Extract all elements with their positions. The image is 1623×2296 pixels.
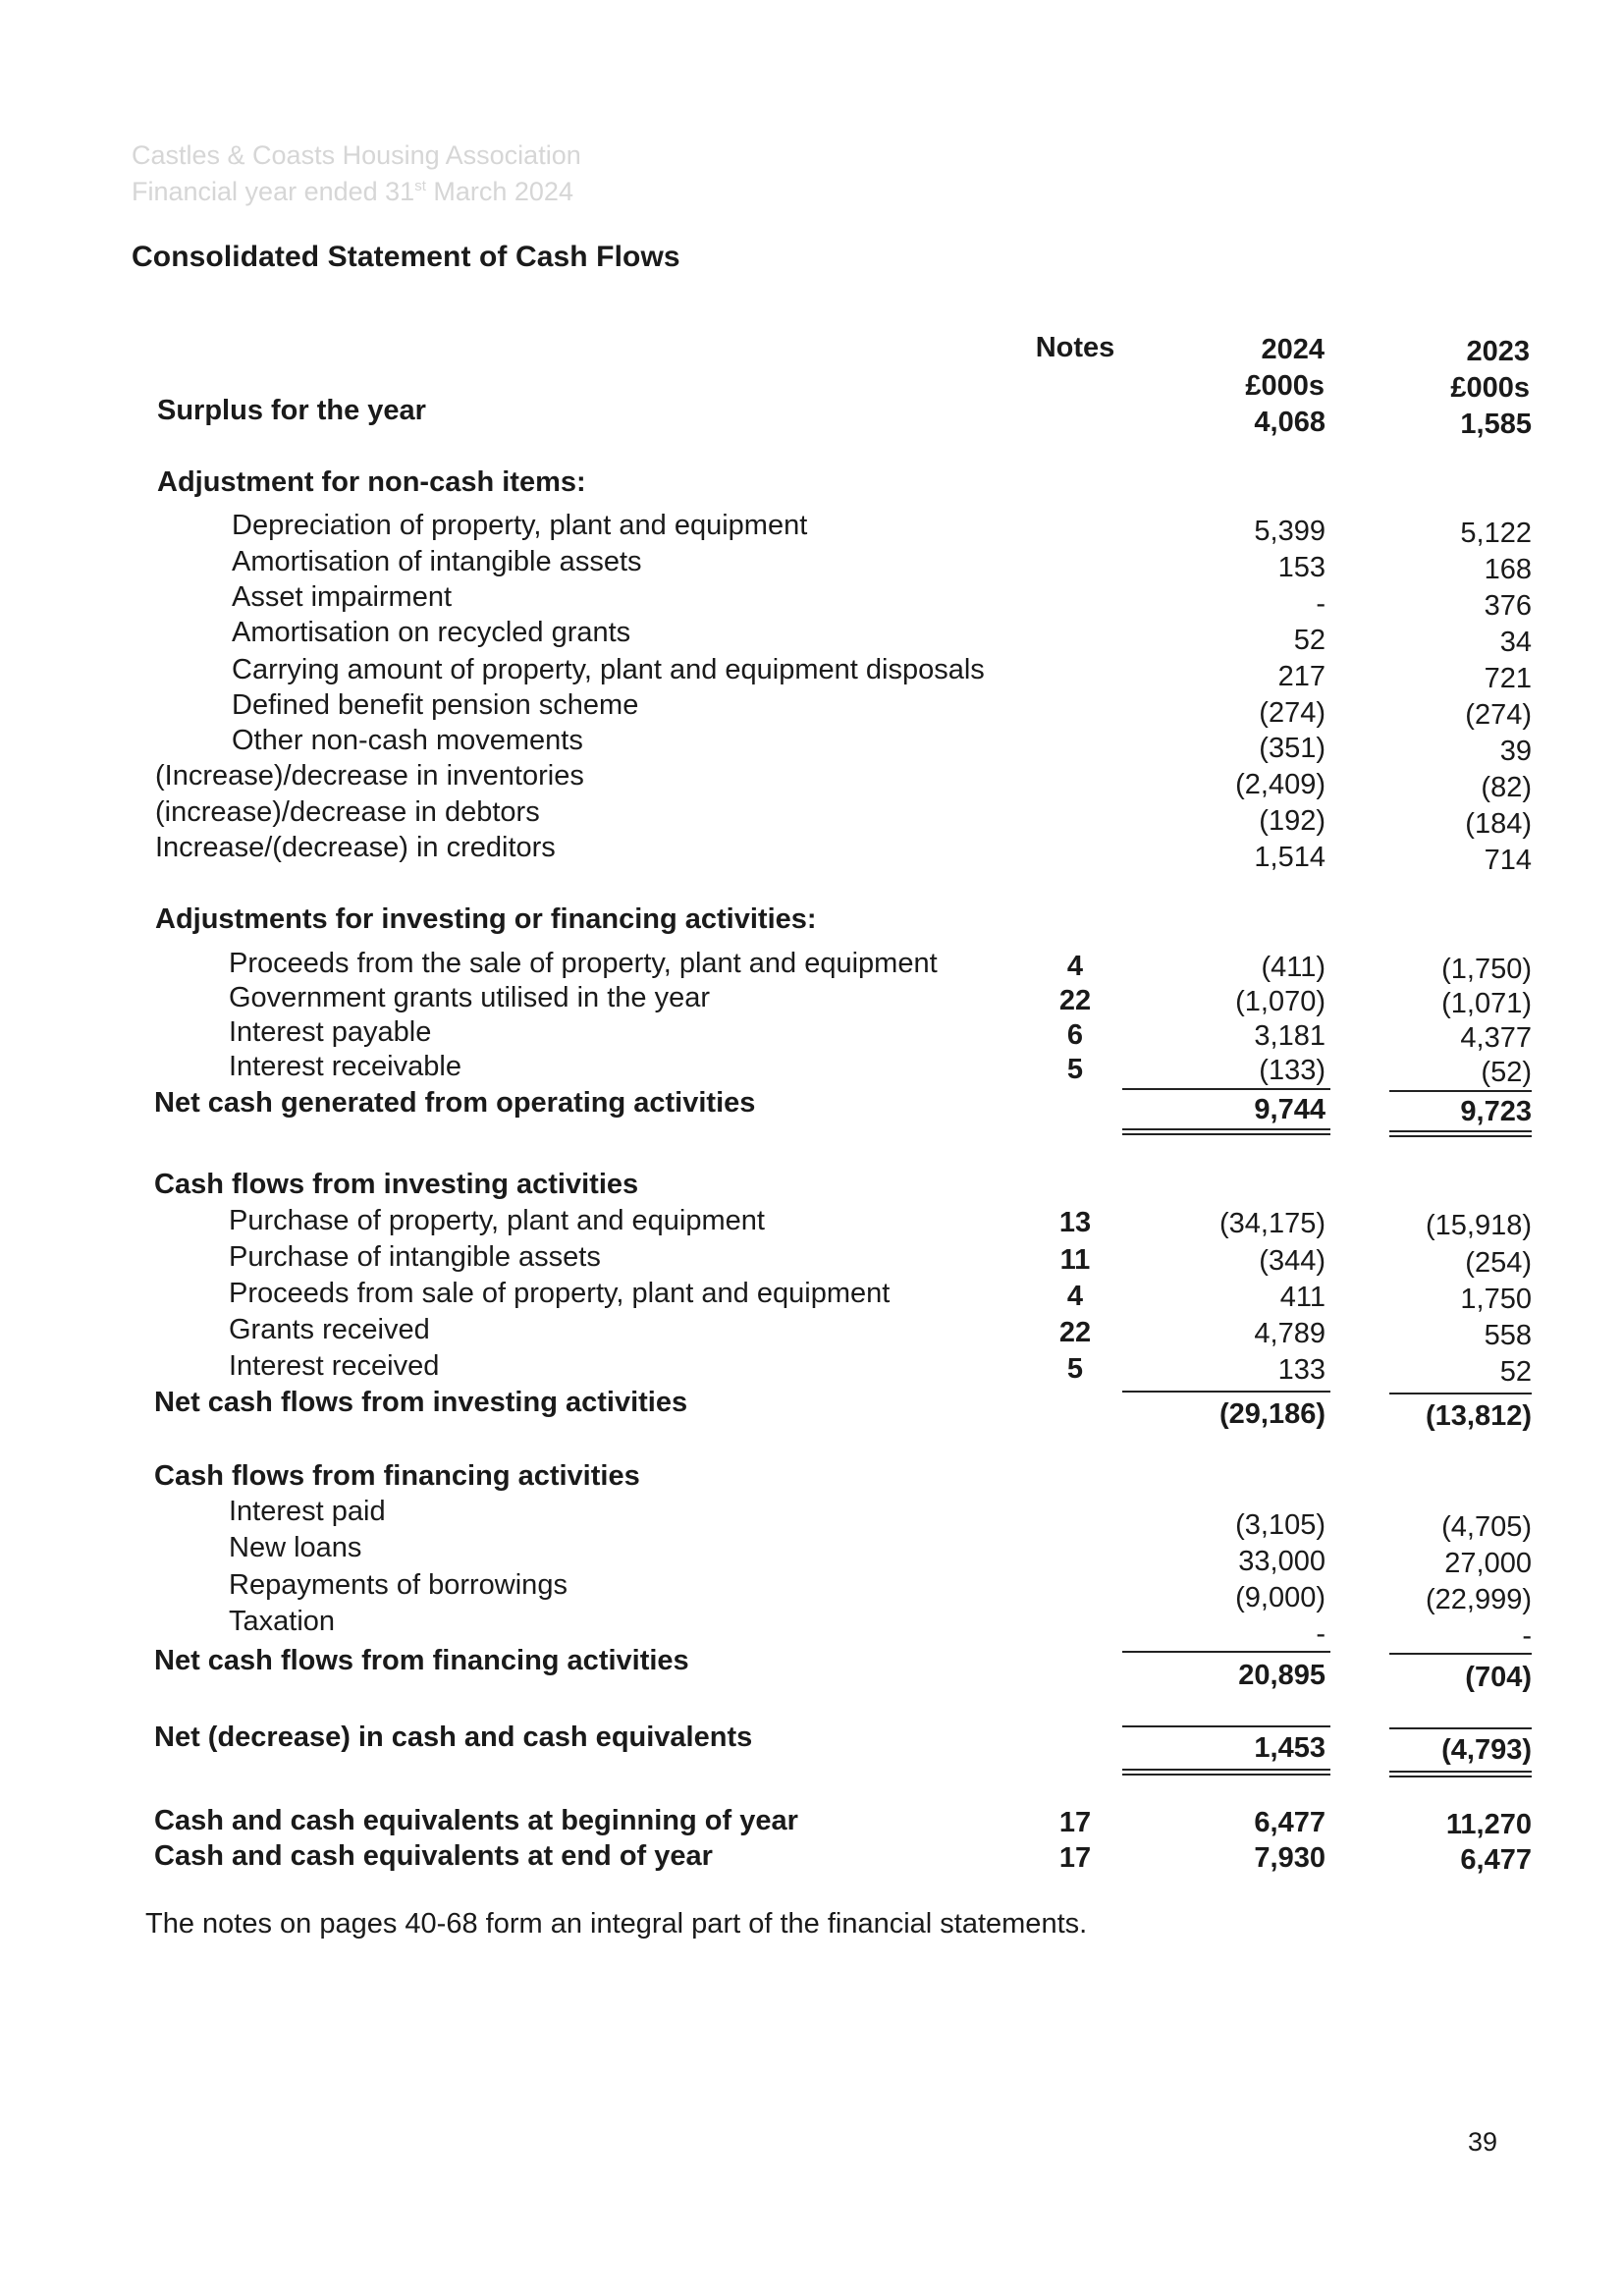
value-2023: 6,477 — [1460, 1844, 1532, 1876]
row-label: Grants received — [229, 1314, 430, 1345]
table-row — [0, 508, 1623, 549]
table-row — [0, 652, 1623, 694]
value-2023: (22,999) — [1425, 1584, 1532, 1615]
value-2023: (1,750) — [1441, 954, 1532, 985]
value-2023: (1,071) — [1441, 988, 1532, 1019]
subtotal-row — [0, 1385, 1623, 1432]
value-2024: (274) — [1259, 697, 1325, 729]
table-row — [0, 723, 1623, 767]
notes-header-label: Notes — [1035, 332, 1115, 363]
row-label: Adjustment for non-cash items: — [157, 466, 586, 498]
value-2024: (2,409) — [1235, 769, 1325, 800]
table-row — [0, 1239, 1623, 1279]
value-2024: 3,181 — [1254, 1020, 1325, 1052]
subtotal-row — [0, 1643, 1623, 1693]
row-label: Interest received — [229, 1350, 440, 1382]
row-label: Amortisation on recycled grants — [232, 617, 631, 648]
footnote: The notes on pages 40-68 form an integral part of the financial statements. — [145, 1908, 1088, 1940]
document-header-watermark — [132, 137, 581, 210]
row-label: Proceeds from the sale of property, plant and equipment — [229, 948, 938, 979]
value-2024: (1,070) — [1235, 986, 1325, 1017]
row-label: Asset impairment — [232, 581, 453, 613]
row-label: Purchase of property, plant and equipment — [229, 1205, 765, 1236]
note-reference: 13 — [1058, 1207, 1092, 1238]
row-label: Purchase of intangible assets — [229, 1241, 601, 1273]
subtotal-row — [0, 1085, 1623, 1127]
table-row — [0, 1604, 1623, 1652]
value-2024: (351) — [1259, 733, 1325, 764]
value-2023: 52 — [1499, 1356, 1532, 1388]
row-label: Defined benefit pension scheme — [232, 689, 639, 721]
table-row — [0, 794, 1623, 840]
section-heading — [0, 465, 1623, 501]
value-2024: 5,399 — [1254, 516, 1325, 547]
row-label: (increase)/decrease in debtors — [155, 796, 540, 828]
financial-period-prefix: Financial year ended 31 — [132, 177, 415, 206]
total-double-rule-2024 — [1122, 1128, 1330, 1135]
value-2024: 33,000 — [1238, 1546, 1325, 1577]
note-reference: 5 — [1066, 1353, 1084, 1385]
section-heading — [0, 1458, 1623, 1495]
table-row — [0, 687, 1623, 731]
value-2023: 1,585 — [1460, 409, 1532, 440]
value-2024: - — [1316, 1618, 1325, 1650]
table-row — [0, 1348, 1623, 1388]
table-row — [0, 544, 1623, 585]
row-label: Cash flows from financing activities — [154, 1460, 640, 1492]
value-2024: 1,453 — [1254, 1732, 1325, 1764]
table-row — [0, 1203, 1623, 1239]
row-label: (Increase)/decrease in inventories — [155, 760, 584, 792]
row-label: Taxation — [229, 1606, 336, 1637]
organisation-name: Castles & Coasts Housing Association — [132, 140, 581, 170]
value-2024: (29,186) — [1218, 1398, 1325, 1430]
row-label: Cash flows from investing activities — [154, 1169, 639, 1200]
table-row — [0, 393, 1623, 440]
row-label: Depreciation of property, plant and equipment — [232, 510, 808, 541]
value-2023: 558 — [1484, 1320, 1532, 1351]
row-label: Cash and cash equivalents at beginning of year — [154, 1805, 798, 1836]
net-change-row — [0, 1720, 1623, 1766]
value-2023: 34 — [1499, 627, 1532, 658]
total-double-rule-2023 — [1389, 1130, 1532, 1137]
table-row — [0, 1567, 1623, 1615]
row-label: Interest paid — [229, 1496, 386, 1527]
row-label: Cash and cash equivalents at end of year — [154, 1840, 713, 1872]
financial-period — [132, 174, 581, 210]
net-change-double-rule-2023 — [1389, 1771, 1532, 1777]
table-row — [0, 579, 1623, 622]
value-2023: 5,122 — [1460, 518, 1532, 549]
value-2023: (704) — [1465, 1662, 1532, 1693]
value-2024: 7,930 — [1254, 1842, 1325, 1874]
value-2023: (4,793) — [1441, 1734, 1532, 1766]
value-2023: 9,723 — [1460, 1096, 1532, 1127]
row-label: Surplus for the year — [157, 395, 426, 426]
row-label: Net cash generated from operating activities — [154, 1087, 756, 1119]
page-number: 39 — [1467, 2127, 1498, 2157]
row-label: Interest payable — [229, 1016, 432, 1048]
row-label: Other non-cash movements — [232, 725, 583, 756]
note-reference: 4 — [1066, 1281, 1084, 1312]
table-row — [0, 1312, 1623, 1351]
row-label: Government grants utilised in the year — [229, 982, 711, 1013]
value-2023: 1,750 — [1460, 1284, 1532, 1315]
table-row — [0, 758, 1623, 803]
table-row — [0, 1530, 1623, 1579]
value-2023: 714 — [1484, 845, 1532, 876]
page-title: Consolidated Statement of Cash Flows — [132, 241, 680, 273]
value-2024: 411 — [1279, 1282, 1325, 1313]
value-2024: 52 — [1293, 625, 1325, 656]
value-2024: 4,789 — [1254, 1318, 1325, 1349]
value-2024: (411) — [1261, 952, 1325, 983]
value-2023: (82) — [1481, 772, 1532, 803]
value-2023: 4,377 — [1460, 1022, 1532, 1054]
value-2023: (52) — [1481, 1057, 1532, 1088]
value-2023: 27,000 — [1444, 1548, 1532, 1579]
value-2024: 9,744 — [1254, 1094, 1325, 1125]
value-2023: (184) — [1465, 808, 1532, 840]
row-label: Carrying amount of property, plant and equipment disposals — [232, 654, 985, 685]
value-2024: (3,105) — [1235, 1509, 1325, 1541]
row-label: Amortisation of intangible assets — [232, 546, 642, 577]
prior-year-label: 2023 — [1466, 336, 1530, 367]
value-2024: 153 — [1277, 552, 1325, 583]
prior-year-unit: £000s — [1450, 372, 1530, 404]
value-2024: (34,175) — [1218, 1208, 1325, 1239]
table-row — [0, 830, 1623, 876]
note-reference: 22 — [1058, 1317, 1092, 1348]
value-2023: 168 — [1484, 554, 1532, 585]
value-2024: 1,514 — [1254, 842, 1325, 873]
row-label: Increase/(decrease) in creditors — [155, 832, 556, 863]
value-2023: (4,705) — [1441, 1511, 1532, 1543]
financial-period-ordinal: st — [414, 178, 426, 194]
row-label: Proceeds from sale of property, plant and equipment — [229, 1278, 891, 1309]
financial-period-suffix: March 2024 — [425, 177, 573, 206]
note-reference: 5 — [1066, 1054, 1084, 1085]
table-row — [0, 1014, 1623, 1054]
value-2023: (254) — [1465, 1247, 1532, 1279]
value-2024: 4,068 — [1254, 407, 1325, 438]
current-year-unit: £000s — [1245, 370, 1325, 402]
note-reference: 22 — [1058, 985, 1092, 1016]
value-2023: 721 — [1484, 663, 1532, 694]
note-reference: 17 — [1058, 1807, 1092, 1838]
table-row — [0, 1276, 1623, 1315]
net-change-double-rule-2024 — [1122, 1769, 1330, 1776]
row-label: Interest receivable — [229, 1051, 461, 1082]
value-2024: 6,477 — [1254, 1807, 1325, 1838]
value-2023: (13,812) — [1425, 1400, 1532, 1432]
table-row — [0, 946, 1623, 985]
table-row — [0, 1838, 1623, 1875]
value-2024: (133) — [1259, 1055, 1325, 1086]
current-year-label: 2024 — [1261, 334, 1325, 365]
note-reference: 6 — [1066, 1019, 1084, 1051]
value-2023: 376 — [1484, 590, 1532, 622]
row-label: Adjustments for investing or financing activities: — [155, 903, 817, 935]
table-row — [0, 1803, 1623, 1839]
table-row — [0, 1494, 1623, 1543]
value-2024: - — [1316, 588, 1325, 620]
row-label: New loans — [229, 1532, 362, 1563]
table-row — [0, 1049, 1623, 1088]
value-2023: 39 — [1499, 736, 1532, 767]
row-label: Net (decrease) in cash and cash equivalents — [154, 1722, 753, 1753]
notes-column-header — [1021, 330, 1129, 366]
row-label: Net cash flows from financing activities — [154, 1645, 689, 1676]
value-2023: (274) — [1465, 699, 1532, 731]
note-reference: 4 — [1066, 951, 1084, 982]
value-2024: (192) — [1259, 805, 1325, 837]
section-heading — [0, 902, 1623, 938]
value-2024: 217 — [1277, 661, 1325, 692]
value-2023: - — [1522, 1620, 1532, 1652]
note-reference: 11 — [1059, 1244, 1091, 1276]
section-heading — [0, 1167, 1623, 1203]
value-2024: (9,000) — [1235, 1582, 1325, 1613]
row-label: Repayments of borrowings — [229, 1569, 568, 1601]
value-2024: (344) — [1259, 1245, 1325, 1277]
value-2024: 20,895 — [1238, 1660, 1325, 1691]
table-row — [0, 980, 1623, 1019]
value-2023: 11,270 — [1445, 1809, 1532, 1840]
note-reference: 17 — [1058, 1842, 1092, 1874]
table-row — [0, 615, 1623, 658]
value-2023: (15,918) — [1425, 1210, 1532, 1241]
row-label: Net cash flows from investing activities — [154, 1387, 688, 1418]
value-2024: 133 — [1277, 1354, 1325, 1386]
